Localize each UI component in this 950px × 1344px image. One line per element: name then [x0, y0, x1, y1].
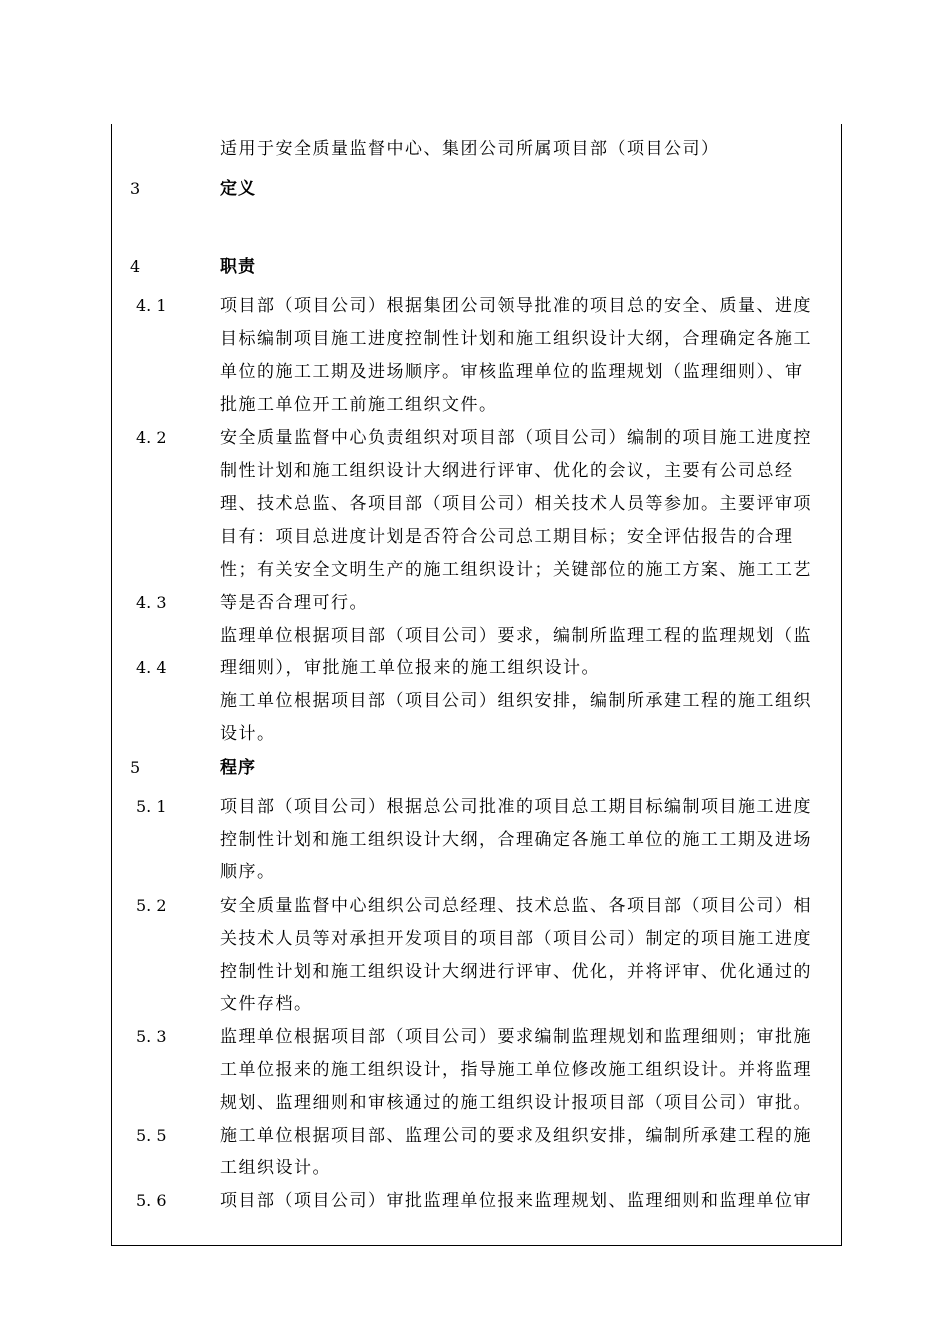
paragraph-line: 项目部（项目公司）根据总公司批准的项目总工期目标编制项目施工进度: [220, 797, 812, 817]
paragraph-line: 安全质量监督中心组织公司总经理、技术总监、各项目部（项目公司）相: [220, 896, 812, 916]
section-number-5: 5: [130, 758, 141, 777]
paragraph-line: 文件存档。: [220, 994, 313, 1014]
paragraph-line: 工组织设计。: [220, 1158, 331, 1178]
paragraph-line: 等是否合理可行。: [220, 593, 368, 613]
paragraph-line: 控制性计划和施工组织设计大纲进行评审、优化，并将评审、优化通过的: [220, 962, 812, 982]
item-number-5-1: 5. 1: [136, 797, 167, 816]
paragraph-line: 控制性计划和施工组织设计大纲，合理确定各施工单位的施工工期及进场: [220, 830, 812, 850]
paragraph-line: 设计。: [220, 724, 276, 744]
paragraph-line: 理、技术总监、各项目部（项目公司）相关技术人员等参加。主要评审项: [220, 494, 812, 514]
paragraph-line: 单位的施工工期及进场顺序。审核监理单位的监理规划（监理细则）、审: [220, 362, 804, 382]
paragraph-line: 施工单位根据项目部、监理公司的要求及组织安排，编制所承建工程的施: [220, 1126, 812, 1146]
section-title-definition: 定义: [220, 179, 256, 199]
section-title-responsibility: 职责: [220, 257, 256, 277]
paragraph-line: 关技术人员等对承担开发项目的项目部（项目公司）制定的项目施工进度: [220, 929, 812, 949]
item-number-4-3: 4. 3: [136, 593, 167, 612]
item-number-4-2: 4. 2: [136, 428, 167, 447]
item-number-5-5: 5. 5: [136, 1126, 167, 1145]
paragraph-line: 性；有关安全文明生产的施工组织设计；关键部位的施工方案、施工工艺: [220, 560, 812, 580]
paragraph-line: 制性计划和施工组织设计大纲进行评审、优化的会议，主要有公司总经: [220, 461, 794, 481]
item-number-5-3: 5. 3: [136, 1027, 167, 1046]
paragraph-line: 工单位报来的施工组织设计，指导施工单位修改施工组织设计。并将监理: [220, 1060, 812, 1080]
paragraph-line: 顺序。: [220, 862, 276, 882]
scope-text: 适用于安全质量监督中心、集团公司所属项目部（项目公司）: [220, 139, 720, 159]
paragraph-line: 项目部（项目公司）根据集团公司领导批准的项目总的安全、质量、进度: [220, 296, 812, 316]
paragraph-line: 目有：项目总进度计划是否符合公司总工期目标；安全评估报告的合理: [220, 527, 794, 547]
item-number-4-1: 4. 1: [136, 296, 167, 315]
paragraph-line: 理细则），审批施工单位报来的施工组织设计。: [220, 658, 600, 678]
paragraph-line: 项目部（项目公司）审批监理单位报来监理规划、监理细则和监理单位审: [220, 1191, 812, 1211]
paragraph-line: 施工单位根据项目部（项目公司）组织安排，编制所承建工程的施工组织: [220, 691, 812, 711]
item-number-4-4: 4. 4: [136, 658, 167, 677]
paragraph-line: 监理单位根据项目部（项目公司）要求编制监理规划和监理细则；审批施: [220, 1027, 812, 1047]
item-number-5-2: 5. 2: [136, 896, 167, 915]
paragraph-line: 监理单位根据项目部（项目公司）要求，编制所监理工程的监理规划（监: [220, 626, 812, 646]
paragraph-line: 目标编制项目施工进度控制性计划和施工组织设计大纲，合理确定各施工: [220, 329, 812, 349]
paragraph-line: 安全质量监督中心负责组织对项目部（项目公司）编制的项目施工进度控: [220, 428, 812, 448]
section-number-3: 3: [130, 179, 141, 198]
section-number-4: 4: [130, 257, 141, 276]
paragraph-line: 批施工单位开工前施工组织文件。: [220, 395, 498, 415]
item-number-5-6: 5. 6: [136, 1191, 167, 1210]
section-title-procedure: 程序: [220, 758, 256, 778]
paragraph-line: 规划、监理细则和审核通过的施工组织设计报项目部（项目公司）审批。: [220, 1093, 812, 1113]
